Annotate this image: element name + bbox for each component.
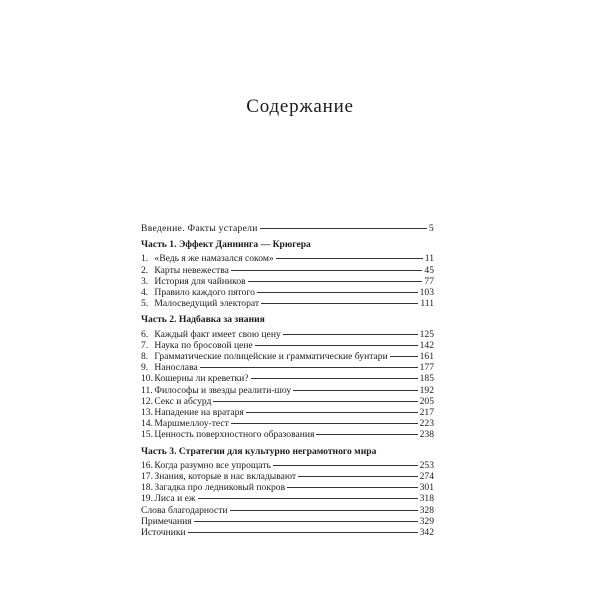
toc-page-number: 342 — [419, 527, 434, 539]
toc-entry-title: Правило каждого пятого — [154, 287, 255, 299]
toc-entry-title: Слова благодарности — [141, 504, 228, 516]
leader-line — [276, 258, 423, 259]
toc-chapter-row — [141, 373, 434, 384]
toc-chapter-number: 18. — [141, 482, 153, 494]
toc-page-number: 301 — [419, 482, 434, 494]
toc-chapter-number: 2. — [141, 264, 149, 276]
toc-chapter-row — [141, 329, 434, 340]
toc-entry-title: Грамматические полицейские и грамматические бунтари — [154, 351, 388, 363]
toc-chapter-number: 14. — [141, 418, 153, 430]
toc-part-heading: Часть 1. Эффект Даннинга — Крюгера — [141, 239, 311, 251]
toc-page-number: 318 — [419, 493, 434, 505]
leader-line — [260, 228, 427, 229]
toc-chapter-number: 5. — [141, 298, 149, 310]
toc-chapter-row — [141, 418, 434, 429]
toc-page-number: 11 — [424, 253, 434, 265]
toc-entry-title: Нанослава — [154, 362, 198, 374]
toc-page-number: 274 — [419, 471, 434, 483]
leader-line — [231, 270, 423, 271]
toc-chapter-number: 11. — [141, 384, 153, 396]
toc-entry-title: Секс и абсурд — [154, 395, 212, 407]
page-title: Содержание — [246, 96, 354, 117]
toc-chapter-row — [141, 340, 434, 351]
toc-chapter-number: 4. — [141, 287, 149, 299]
leader-line — [194, 521, 418, 522]
toc-page-number: 45 — [424, 264, 434, 276]
toc-chapter-number: 15. — [141, 429, 153, 441]
toc-entry — [141, 396, 211, 407]
toc-entry-title: Философы и звезды реалити-шоу — [154, 384, 292, 396]
toc-entry — [141, 418, 229, 429]
toc-chapter-number: 12. — [141, 395, 153, 407]
toc-entry — [141, 340, 253, 351]
leader-line — [298, 476, 417, 477]
toc-page-number: 329 — [419, 515, 434, 527]
toc-part-heading: Часть 3. Стратегии для культурно неграмотного мира — [141, 445, 377, 457]
toc-page-number: 103 — [419, 287, 434, 299]
toc-page-number: 238 — [419, 429, 434, 441]
toc-entry — [141, 329, 281, 340]
leader-line — [230, 510, 418, 511]
toc-entry-title: Кошерны ли креветки? — [154, 373, 249, 385]
toc-chapter-number: 13. — [141, 407, 153, 419]
toc-chapter-row — [141, 287, 434, 298]
toc-chapter-number: 9. — [141, 362, 149, 374]
toc-back-matter — [141, 505, 434, 539]
toc-chapter-row — [141, 276, 434, 287]
toc-entry-title: Маршмеллоу-тест — [154, 418, 229, 430]
toc-chapter-row — [141, 407, 434, 418]
toc-entry — [141, 276, 246, 287]
toc-entry-title: Когда разумно все упрощать — [154, 459, 271, 471]
toc-chapter-row — [141, 298, 434, 309]
toc-chapter-row — [141, 460, 434, 471]
leader-line — [198, 498, 418, 499]
leader-line — [246, 412, 418, 413]
toc-entry-title: Знания, которые в нас вкладывают — [154, 471, 297, 483]
toc-page-number: 161 — [419, 351, 434, 363]
toc-page-number: 177 — [419, 362, 434, 374]
leader-line — [261, 303, 418, 304]
toc-page-number: 5 — [428, 223, 434, 234]
toc-chapter-row — [141, 385, 434, 396]
toc-page-number: 111 — [420, 298, 434, 310]
toc-chapter-row — [141, 471, 434, 482]
toc-chapter-number: 7. — [141, 339, 149, 351]
toc-entry — [141, 429, 314, 440]
toc-page-number: 205 — [419, 395, 434, 407]
toc-chapter-row — [141, 253, 434, 264]
toc-page-number: 223 — [419, 418, 434, 430]
leader-line — [213, 401, 417, 402]
leader-line — [248, 281, 423, 282]
toc-page-number: 185 — [419, 373, 434, 385]
leader-line — [251, 378, 418, 379]
toc-parts — [141, 239, 434, 504]
toc-entry — [141, 287, 255, 298]
toc-page-number: 328 — [419, 504, 434, 516]
leader-line — [316, 434, 417, 435]
toc-page-number: 142 — [419, 339, 434, 351]
toc-part-heading: Часть 2. Надбавка за знания — [141, 314, 265, 326]
toc-entry-title: Загадка про ледниковый покров — [154, 482, 286, 494]
toc-page-number: 77 — [424, 275, 434, 287]
leader-line — [255, 345, 418, 346]
leader-line — [390, 356, 418, 357]
leader-line — [257, 292, 418, 293]
leader-line — [188, 532, 418, 533]
toc-chapter-row — [141, 482, 434, 493]
leader-line — [287, 487, 418, 488]
toc-chapter-number: 6. — [141, 328, 149, 340]
toc-chapter-row — [141, 265, 434, 276]
toc-entry — [141, 471, 296, 482]
toc-entry — [141, 460, 271, 471]
toc-chapter-row — [141, 362, 434, 373]
toc-chapter-number: 10. — [141, 373, 153, 385]
toc-chapter-number: 19. — [141, 493, 153, 505]
toc-chapter-number: 17. — [141, 471, 153, 483]
toc-entry-title: Малосведущий электорат — [154, 298, 260, 310]
toc-entry — [141, 265, 229, 276]
toc-entry-title: Карты невежества — [154, 264, 229, 276]
toc-chapter-row — [141, 493, 434, 504]
toc-chapter-row — [141, 396, 434, 407]
toc-chapter-row — [141, 429, 434, 440]
leader-line — [283, 334, 418, 335]
toc-back-matter-row — [141, 527, 434, 538]
toc-entry-title: История для чайников — [154, 275, 246, 287]
toc-chapter-number: 1. — [141, 253, 149, 265]
toc-chapter-number: 3. — [141, 275, 149, 287]
toc-page-number: 253 — [419, 459, 434, 471]
toc-entry-title: Нападение на вратаря — [154, 407, 244, 419]
toc-entry — [141, 407, 244, 418]
toc-page-number: 217 — [419, 407, 434, 419]
toc-entry-title: Введение. Факты устарели — [141, 223, 258, 234]
toc-chapter-number: 16. — [141, 459, 153, 471]
leader-line — [273, 465, 418, 466]
toc-entry — [141, 298, 259, 309]
toc-entry-title: «Ведь я же намазался соком» — [154, 253, 274, 265]
toc-entry-title: Примечания — [141, 515, 192, 527]
toc-entry-title: Каждый факт имеет свою цену — [154, 328, 281, 340]
toc-entry — [141, 373, 249, 384]
toc-page-number: 192 — [419, 384, 434, 396]
toc-entry — [141, 385, 291, 396]
toc-entry — [141, 362, 198, 373]
toc-entry-title: Лиса и еж — [154, 493, 196, 505]
toc-entry — [141, 493, 196, 504]
leader-line — [231, 423, 418, 424]
leader-line — [293, 390, 417, 391]
toc-entry — [141, 482, 285, 493]
toc-page-number: 125 — [419, 328, 434, 340]
table-of-contents — [141, 223, 434, 538]
toc-back-matter-row — [141, 516, 434, 527]
toc-intro-row — [141, 223, 434, 234]
toc-back-matter-row — [141, 505, 434, 516]
toc-entry — [141, 253, 274, 264]
toc-entry — [141, 351, 388, 362]
toc-chapter-row — [141, 351, 434, 362]
toc-entry-title: Ценность поверхностного образования — [154, 429, 315, 441]
toc-chapter-number: 8. — [141, 351, 149, 363]
leader-line — [200, 367, 418, 368]
toc-entry-title: Наука по бросовой цене — [154, 339, 253, 351]
toc-entry-title: Источники — [141, 527, 186, 539]
